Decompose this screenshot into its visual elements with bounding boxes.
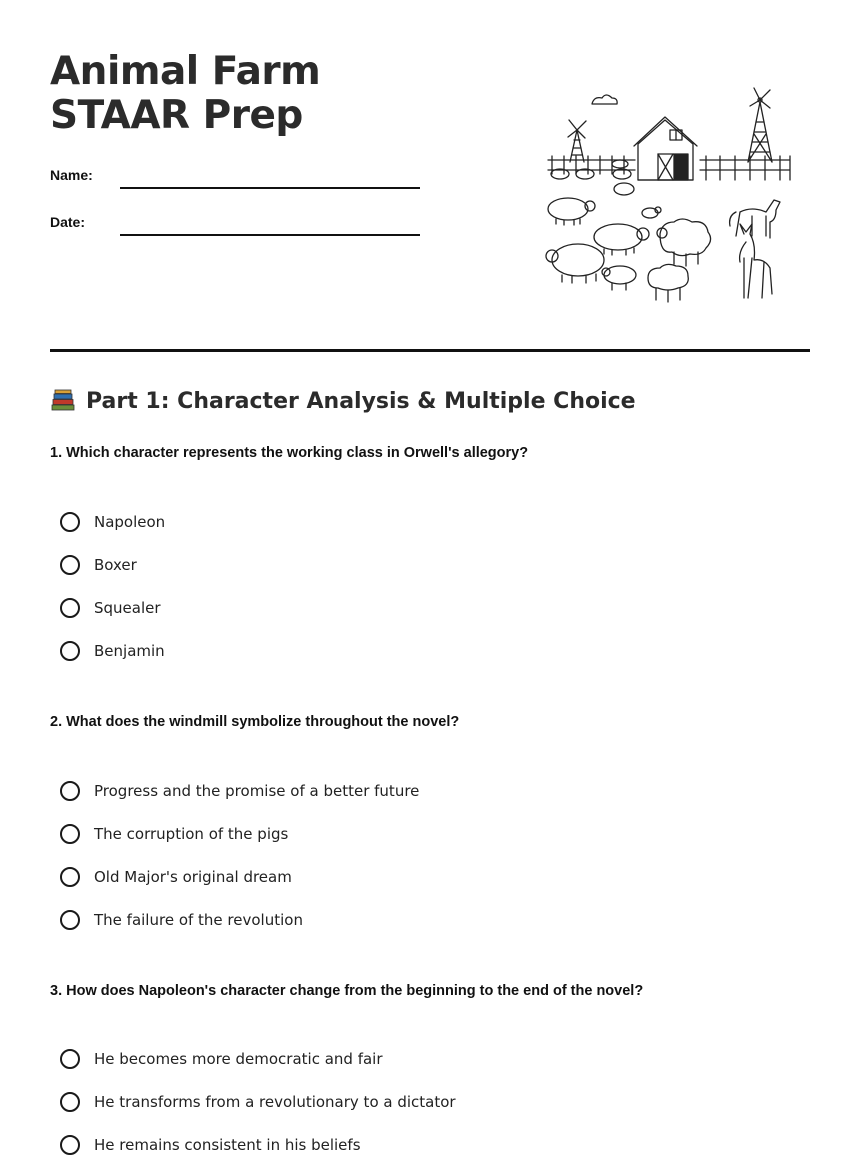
sheep-icon	[657, 219, 711, 266]
name-field[interactable]	[50, 167, 420, 189]
question-3-prompt: 3. How does Napoleon's character change from the beginning to the end of the novel?	[50, 983, 644, 999]
pig-icon	[594, 224, 649, 255]
horse-icon	[740, 224, 772, 298]
radio-button[interactable]	[60, 555, 80, 575]
question-2-option[interactable]: The corruption of the pigs	[60, 821, 288, 847]
section-heading-text: Part 1: Character Analysis & Multiple Choice	[86, 388, 636, 414]
radio-button[interactable]	[60, 867, 80, 887]
radio-button[interactable]	[60, 910, 80, 930]
windmill-left-icon	[568, 120, 586, 162]
radio-button[interactable]	[60, 824, 80, 844]
question-3-option[interactable]: He transforms from a revolutionary to a dictator	[60, 1089, 456, 1115]
question-1-prompt: 1. Which character represents the working class in Orwell's allegory?	[50, 445, 529, 461]
worksheet-title: Animal Farm STAAR Prep	[50, 49, 321, 138]
books-icon	[50, 388, 76, 414]
name-label: Name:	[50, 167, 93, 183]
question-1-option[interactable]: Napoleon	[60, 509, 165, 535]
farm-animals-illustration	[540, 82, 800, 307]
question-3-option[interactable]: He becomes more democratic and fair	[60, 1046, 383, 1072]
date-blank-line[interactable]	[120, 234, 420, 236]
date-label: Date:	[50, 214, 86, 230]
sheep-icon	[648, 264, 688, 302]
question-2-prompt: 2. What does the windmill symbolize throughout the novel?	[50, 714, 460, 730]
question-1-option[interactable]: Squealer	[60, 595, 161, 621]
radio-button[interactable]	[60, 781, 80, 801]
radio-button[interactable]	[60, 1049, 80, 1069]
question-1-option[interactable]: Boxer	[60, 552, 137, 578]
windmill-right-icon	[748, 88, 772, 162]
radio-button[interactable]	[60, 512, 80, 532]
question-2-option[interactable]: Old Major's original dream	[60, 864, 292, 890]
section-heading-part-1	[50, 388, 636, 414]
question-3-option[interactable]: He remains consistent in his beliefs	[60, 1132, 361, 1158]
radio-button[interactable]	[60, 1135, 80, 1155]
sheep-icon	[602, 266, 636, 290]
date-field[interactable]	[50, 214, 420, 236]
question-2-option[interactable]: The failure of the revolution	[60, 907, 303, 933]
radio-button[interactable]	[60, 1092, 80, 1112]
barn-icon	[634, 117, 697, 180]
radio-button[interactable]	[60, 598, 80, 618]
sheep-icon	[642, 207, 661, 218]
question-1-option[interactable]: Benjamin	[60, 638, 165, 664]
horse-icon	[730, 200, 780, 238]
name-blank-line[interactable]	[120, 187, 420, 189]
pig-icon	[548, 198, 595, 225]
pig-icon	[546, 244, 604, 283]
radio-button[interactable]	[60, 641, 80, 661]
question-2-option[interactable]: Progress and the promise of a better future	[60, 778, 419, 804]
header-divider	[50, 349, 810, 352]
